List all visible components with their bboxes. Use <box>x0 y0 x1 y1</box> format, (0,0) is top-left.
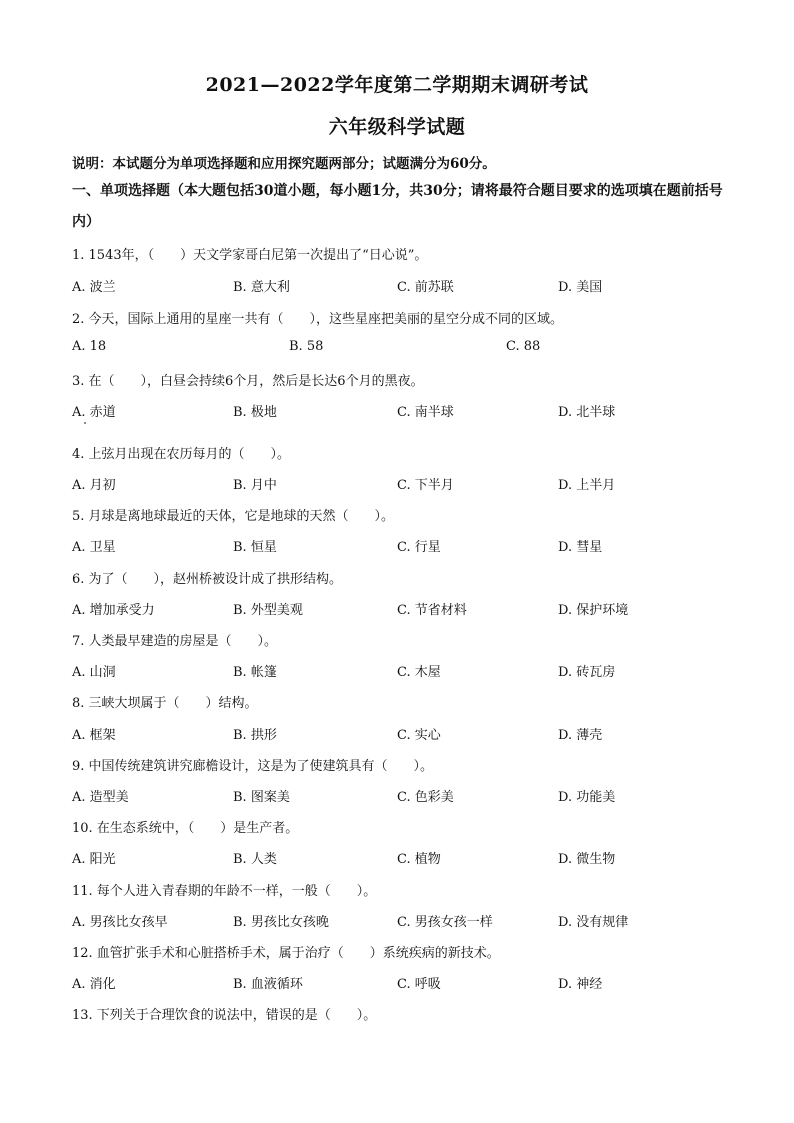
stray-dot <box>84 422 86 424</box>
q9-option-b: B. 图案美 <box>233 790 290 805</box>
section-title-single-choice: 一、单项选择题（本大题包括30道小题，每小题1分，共30分；请将最符合题目要求的选项填在题前括号内） <box>72 183 723 230</box>
q8-option-c: C. 实心 <box>397 728 441 743</box>
question-1: 1. 1543年，（ ）天文学家哥白尼第一次提出了“日心说”。 <box>72 248 428 263</box>
q3-option-c: C. 南半球 <box>397 405 454 420</box>
q1-option-d: D. 美国 <box>558 280 603 295</box>
q4-option-b: B. 月中 <box>233 478 277 493</box>
q3-option-d: D. 北半球 <box>558 405 616 420</box>
question-6: 6. 为了（ ），赵州桥被设计成了拱形结构。 <box>72 572 343 587</box>
q11-option-b: B. 男孩比女孩晚 <box>233 915 329 930</box>
q5-option-b: B. 恒星 <box>233 540 277 555</box>
question-13: 13. 下列关于合理饮食的说法中，错误的是（ ）。 <box>72 1008 377 1023</box>
q12-option-c: C. 呼吸 <box>397 977 441 992</box>
q1-option-c: C. 前苏联 <box>397 280 454 295</box>
question-12: 12. 血管扩张手术和心脏搭桥手术，属于治疗（ ）系统疾病的新技术。 <box>72 946 500 961</box>
question-3: 3. 在（ ），白昼会持续6个月，然后是长达6个月的黑夜。 <box>72 374 424 389</box>
question-4: 4. 上弦月出现在农历每月的（ ）。 <box>72 447 291 462</box>
q2-option-c: C. 88 <box>506 339 541 354</box>
q4-option-c: C. 下半月 <box>397 478 454 493</box>
q6-option-a: A. 增加承受力 <box>72 603 155 618</box>
q7-option-d: D. 砖瓦房 <box>558 665 616 680</box>
q10-option-c: C. 植物 <box>397 852 441 867</box>
q9-option-c: C. 色彩美 <box>397 790 454 805</box>
q4-option-d: D. 上半月 <box>558 478 616 493</box>
q11-option-d: D. 没有规律 <box>558 915 629 930</box>
q5-option-c: C. 行星 <box>397 540 441 555</box>
q2-option-b: B. 58 <box>289 339 324 354</box>
q1-option-a: A. 波兰 <box>72 280 116 295</box>
q7-option-a: A. 山洞 <box>72 665 116 680</box>
q3-option-b: B. 极地 <box>233 405 277 420</box>
question-8: 8. 三峡大坝属于（ ）结构。 <box>72 696 258 711</box>
q8-option-b: B. 拱形 <box>233 728 277 743</box>
exam-title: 2021—2022学年度第二学期期末调研考试 <box>205 74 589 96</box>
q6-option-b: B. 外型美观 <box>233 603 303 618</box>
exam-subtitle: 六年级科学试题 <box>328 116 466 138</box>
q6-option-c: C. 节省材料 <box>397 603 467 618</box>
q9-option-d: D. 功能美 <box>558 790 616 805</box>
q7-option-b: B. 帐篷 <box>233 665 277 680</box>
q4-option-a: A. 月初 <box>72 478 116 493</box>
question-2: 2. 今天，国际上通用的星座一共有（ ），这些星座把美丽的星空分成不同的区域。 <box>72 312 564 327</box>
q3-option-a: A. 赤道 <box>72 405 116 420</box>
q7-option-c: C. 木屋 <box>397 665 441 680</box>
question-9: 9. 中国传统建筑讲究廊檐设计，这是为了使建筑具有（ ）。 <box>72 759 434 774</box>
q5-option-d: D. 彗星 <box>558 540 603 555</box>
q5-option-a: A. 卫星 <box>72 540 116 555</box>
q11-option-a: A. 男孩比女孩早 <box>72 915 168 930</box>
q12-option-a: A. 消化 <box>72 977 116 992</box>
exam-note: 说明：本试题分为单项选择题和应用探究题两部分；试题满分为60分。 <box>72 156 496 172</box>
q6-option-d: D. 保护环境 <box>558 603 629 618</box>
q12-option-b: B. 血液循环 <box>233 977 303 992</box>
q11-option-c: C. 男孩女孩一样 <box>397 915 493 930</box>
question-11: 11. 每个人进入青春期的年龄不一样，一般（ ）。 <box>72 884 377 899</box>
q10-option-a: A. 阳光 <box>72 852 116 867</box>
q8-option-a: A. 框架 <box>72 728 116 743</box>
q10-option-d: D. 微生物 <box>558 852 616 867</box>
q2-option-a: A. 18 <box>72 339 107 354</box>
q12-option-d: D. 神经 <box>558 977 603 992</box>
question-5: 5. 月球是离地球最近的天体，它是地球的天然（ ）。 <box>72 509 395 524</box>
question-10: 10. 在生态系统中，（ ）是生产者。 <box>72 821 299 836</box>
q8-option-d: D. 薄壳 <box>558 728 603 743</box>
q10-option-b: B. 人类 <box>233 852 277 867</box>
question-7: 7. 人类最早建造的房屋是（ ）。 <box>72 634 278 649</box>
q9-option-a: A. 造型美 <box>72 790 129 805</box>
q1-option-b: B. 意大利 <box>233 280 290 295</box>
